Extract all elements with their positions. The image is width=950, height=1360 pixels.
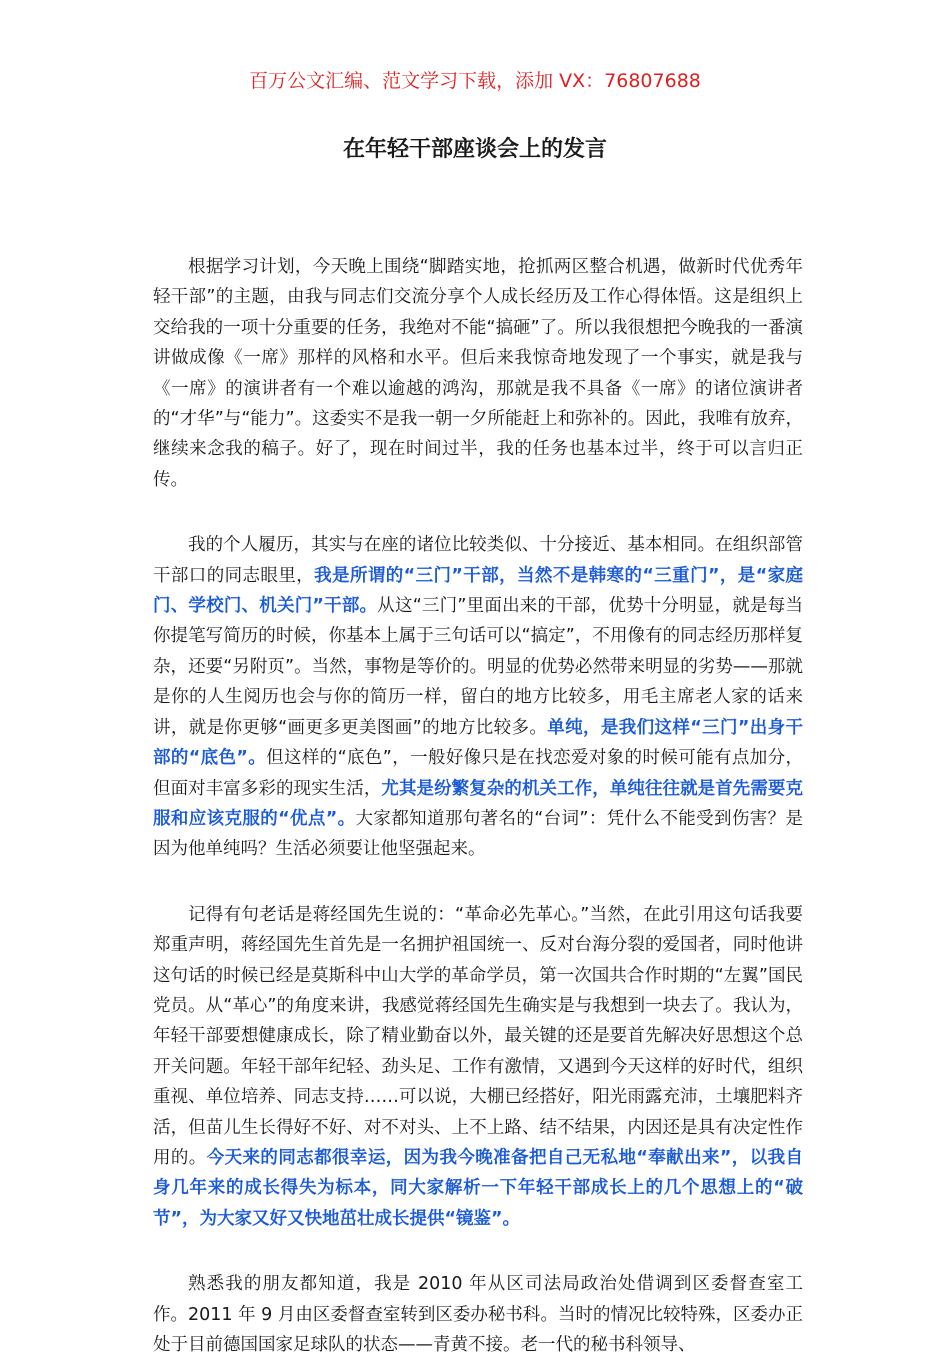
- highlighted-text: 今天来的同志都很幸运，因为我今晚准备把自己无私地“奉献出来”，以我自身几年来的成长得失为标本，同大家解析一下年轻干部成长上的几个思想上的“破节”，为大家又好又快地茁壮成长提供“镜鉴”。: [153, 1147, 803, 1229]
- document-title: 在年轻干部座谈会上的发言: [342, 137, 607, 162]
- text-segment: 我的个人履历，其实与在座的诸位比较类似、十分接近、基本相同。在组织部管干部口的同志眼里，: [153, 535, 803, 586]
- text-segment: 熟悉我的朋友都知道，我是 2010 年从区司法局政治处借调到区委督查室工作。2011 年 9 月由区委督查室转到区委办秘书科。当时的情况比较特殊，区委办正处于目前德国国家足球队的状态——青黄不接。老一代的秘书科领导、: [153, 1274, 803, 1355]
- paragraph-2: [153, 530, 803, 864]
- highlighted-text: 我是所谓的“三门”干部，当然不是韩寒的“三重门”，是“家庭门、学校门、机关门”干部。: [153, 565, 804, 617]
- document-body: [153, 252, 803, 1360]
- text-segment: 记得有句老话是蒋经国先生说的：“革命必先革心。”当然，在此引用这句话我要郑重声明，蒋经国先生首先是一名拥护祖国统一、反对台海分裂的爱国者，同时他讲这句话的时候已经是莫斯科中山大学的革命学员，第一次国共合作时期的“左翼”国民党员。从“革心”的角度来讲，我感觉蒋经国先生确实是与我想到一块去了。我认为，年轻干部要想健康成长，除了精业勤奋以外，最关键的还是要首先解决好思想这个总开关问题。年轻干部年纪轻、劲头足、工作有激情，又遇到今天这样的好时代，组织重视、单位培养、同志支持……可以说，大棚已经搭好，阳光雨露充沛，土壤肥料齐活，但苗儿生长得好不好、对不对头、上不上路、结不结果，内因还是具有决定性作用的。: [153, 904, 803, 1168]
- paragraph-3: [153, 900, 803, 1234]
- text-segment: 根据学习计划，今天晚上围绕“脚踏实地，抢抓两区整合机遇，做新时代优秀年轻干部”的主题，由我与同志们交流分享个人成长经历及工作心得体悟。这是组织上交给我的一项十分重要的任务，我绝对不能“搞砸”了。所以我很想把今晚我的一番演讲做成像《一席》那样的风格和水平。但后来我惊奇地发现了一个事实，就是我与《一席》的演讲者有一个难以逾越的鸿沟，那就是我不具备《一席》的诸位演讲者的“才华”与“能力”。这委实不是我一朝一夕所能赶上和弥补的。因此，我唯有放弃，继续来念我的稿子。好了，现在时间过半，我的任务也基本过半，终于可以言归正传。: [153, 257, 803, 490]
- paragraph-1: [153, 252, 803, 495]
- highlighted-text: 尤其是纷繁复杂的机关工作，单纯往往就是首先需要克服和应该克服的“优点”。: [153, 778, 804, 829]
- paragraph-4: [153, 1269, 803, 1360]
- highlighted-text: 单纯，是我们这样“三门”出身干部的“底色”。: [153, 717, 803, 769]
- header-banner: 百万公文汇编、范文学习下载，添加 VX：76807688: [249, 70, 701, 92]
- text-segment: 但这样的“底色”，一般好像只是在找恋爱对象的时候可能有点加分，但面对丰富多彩的现实生活，: [153, 748, 803, 799]
- text-segment: 从这“三门”里面出来的干部，优势十分明显，就是每当你提笔写简历的时候，你基本上属于三句话可以“搞定”，不用像有的同志经历那样复杂，还要“另附页”。当然，事物是等价的。明显的优势必然带来明显的劣势——那就是你的人生阅历也会与你的简历一样，留白的地方比较多，用毛主席老人家的话来讲，就是你更够“画更多更美图画”的地方比较多。: [153, 596, 803, 738]
- text-segment: 大家都知道那句著名的“台词”：凭什么不能受到伤害？是因为他单纯吗？生活必须要让他坚强起来。: [153, 808, 803, 860]
